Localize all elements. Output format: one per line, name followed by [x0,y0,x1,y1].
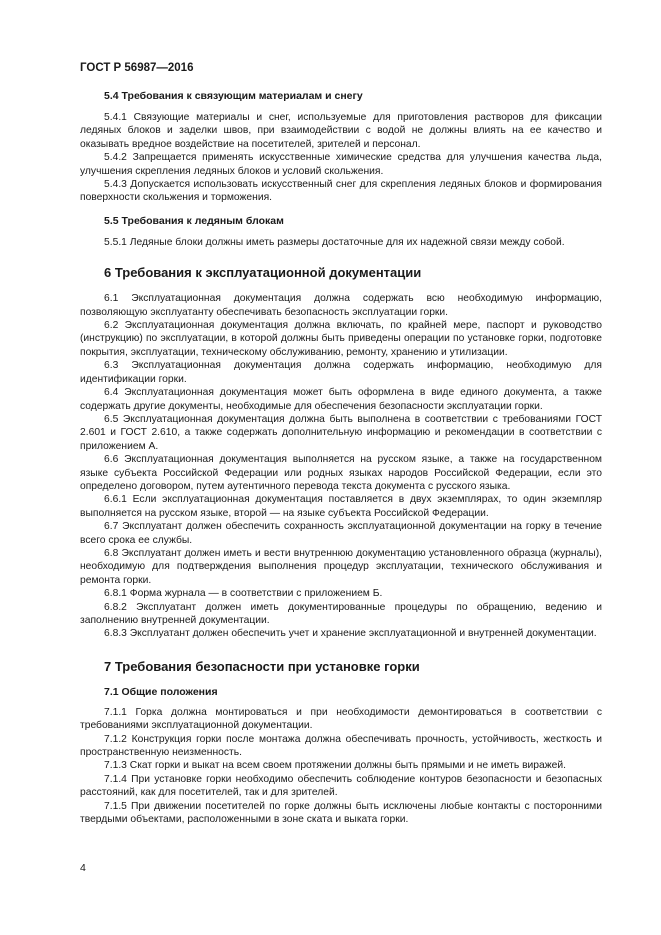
section-7-1-title: 7.1 Общие положения [104,685,218,698]
clause-6-8-3: 6.8.3 Эксплуатант должен обеспечить учет и хранение эксплуатационной и внутренней документации. [104,628,597,640]
page-number: 4 [80,862,86,874]
clause-5-4-1: 5.4.1 Связующие материалы и снег, используемые для приготовления растворов для фиксации ледяных блоков и заделки швов, при взаимодействии с водой не должны влиять на ее качество и оказывать вредное воздействие на посетителей, зрителей и персонал. [80,112,602,150]
clause-6-6-1: 6.6.1 Если эксплуатационная документация поставляется в двух экземплярах, то один экземпляр выполняется на русском языке, второй — на языке субъекта Российской Федерации. [80,494,602,519]
clause-6-6: 6.6 Эксплуатационная документация выполняется на русском языке, а также на государственном языке субъекта Российской Федерации или родных языках народов Российской Федерации, если это определено договором, путем аутентичного перевода текста документа с русского языка. [80,454,602,492]
clause-6-3: 6.3 Эксплуатационная документация должна содержать информацию, необходимую для идентификации горки. [80,360,602,385]
clause-7-1-1: 7.1.1 Горка должна монтироваться и при необходимости демонтироваться в соответствии с требованиями эксплуатационной документации. [80,706,602,732]
document-body [80,90,602,826]
clause-6-7: 6.7 Эксплуатант должен обеспечить сохранность эксплуатационной документации на горку в течение всего срока ее службы. [80,521,602,546]
clause-7-1-3: 7.1.3 Скат горки и выкат на всем своем протяжении должны быть прямыми и не иметь виражей. [104,760,566,772]
clause-6-5: 6.5 Эксплуатационная документация должна быть выполнена в соответствии с требованиями ГОСТ 2.601 и ГОСТ 2.610, а также содержать дополнительную информацию и рекомендации в соответствии с приложением А. [80,413,602,452]
section-5-4-title: 5.4 Требования к связующим материалам и снегу [104,90,363,102]
clause-6-8: 6.8 Эксплуатант должен иметь и вести внутреннюю документацию установленного образца (журналы), необходимую для подтверждения выполнения процедур эксплуатации, технического обслуживания и ремонта горки. [80,547,602,586]
clause-7-1-5: 7.1.5 При движении посетителей по горке должны быть исключены любые контакты с посторонними твердыми объектами, расположенными в зоне ската и выката горки. [80,800,602,826]
clause-6-8-2: 6.8.2 Эксплуатант должен иметь документированные процедуры по обращению, ведению и заполнению внутренней документации. [80,601,602,626]
clause-5-5-1: 5.5.1 Ледяные блоки должны иметь размеры достаточные для их надежной связи между собой. [104,236,565,248]
clause-6-2: 6.2 Эксплуатационная документация должна включать, по крайней мере, паспорт и руководство (инструкцию) по эксплуатации, в которой должны быть приведены операции по установке горки, подготовке покрытия, эксплуатации, техническому обслуживанию, ремонту, хранению и утилизации. [80,320,602,358]
clause-6-1: 6.1 Эксплуатационная документация должна содержать всю необходимую информацию, позволяющую эксплуатанту обеспечивать безопасность эксплуатации горки. [80,293,602,318]
document-header: ГОСТ Р 56987—2016 [80,62,194,74]
section-6-title: 6 Требования к эксплуатационной документации [104,265,422,281]
clause-6-8-1: 6.8.1 Форма журнала — в соответствии с приложением Б. [104,588,383,600]
clause-7-1-4: 7.1.4 При установке горки необходимо обеспечить соблюдение контуров безопасности и безопасных расстояний, как для посетителей, так и для зрителей. [80,773,602,799]
clause-6-4: 6.4 Эксплуатационная документация может быть оформлена в виде единого документа, а также содержать другие документы, необходимые для обеспечения безопасности эксплуатации горки. [80,387,602,412]
clause-5-4-3: 5.4.3 Допускается использовать искусственный снег для скрепления ледяных блоков и формирования поверхности скольжения и торможения. [80,179,602,204]
section-5-5-title: 5.5 Требования к ледяным блокам [104,214,284,227]
clause-5-4-2: 5.4.2 Запрещается применять искусственные химические средства для улучшения качества льда, улучшения скрепления ледяных блоков и условий скольжения. [80,152,602,177]
clause-7-1-2: 7.1.2 Конструкция горки после монтажа должна обеспечивать прочность, устойчивость, жесткость и пространственную неизменность. [80,733,602,759]
section-7-title: 7 Требования безопасности при установке горки [104,658,420,674]
